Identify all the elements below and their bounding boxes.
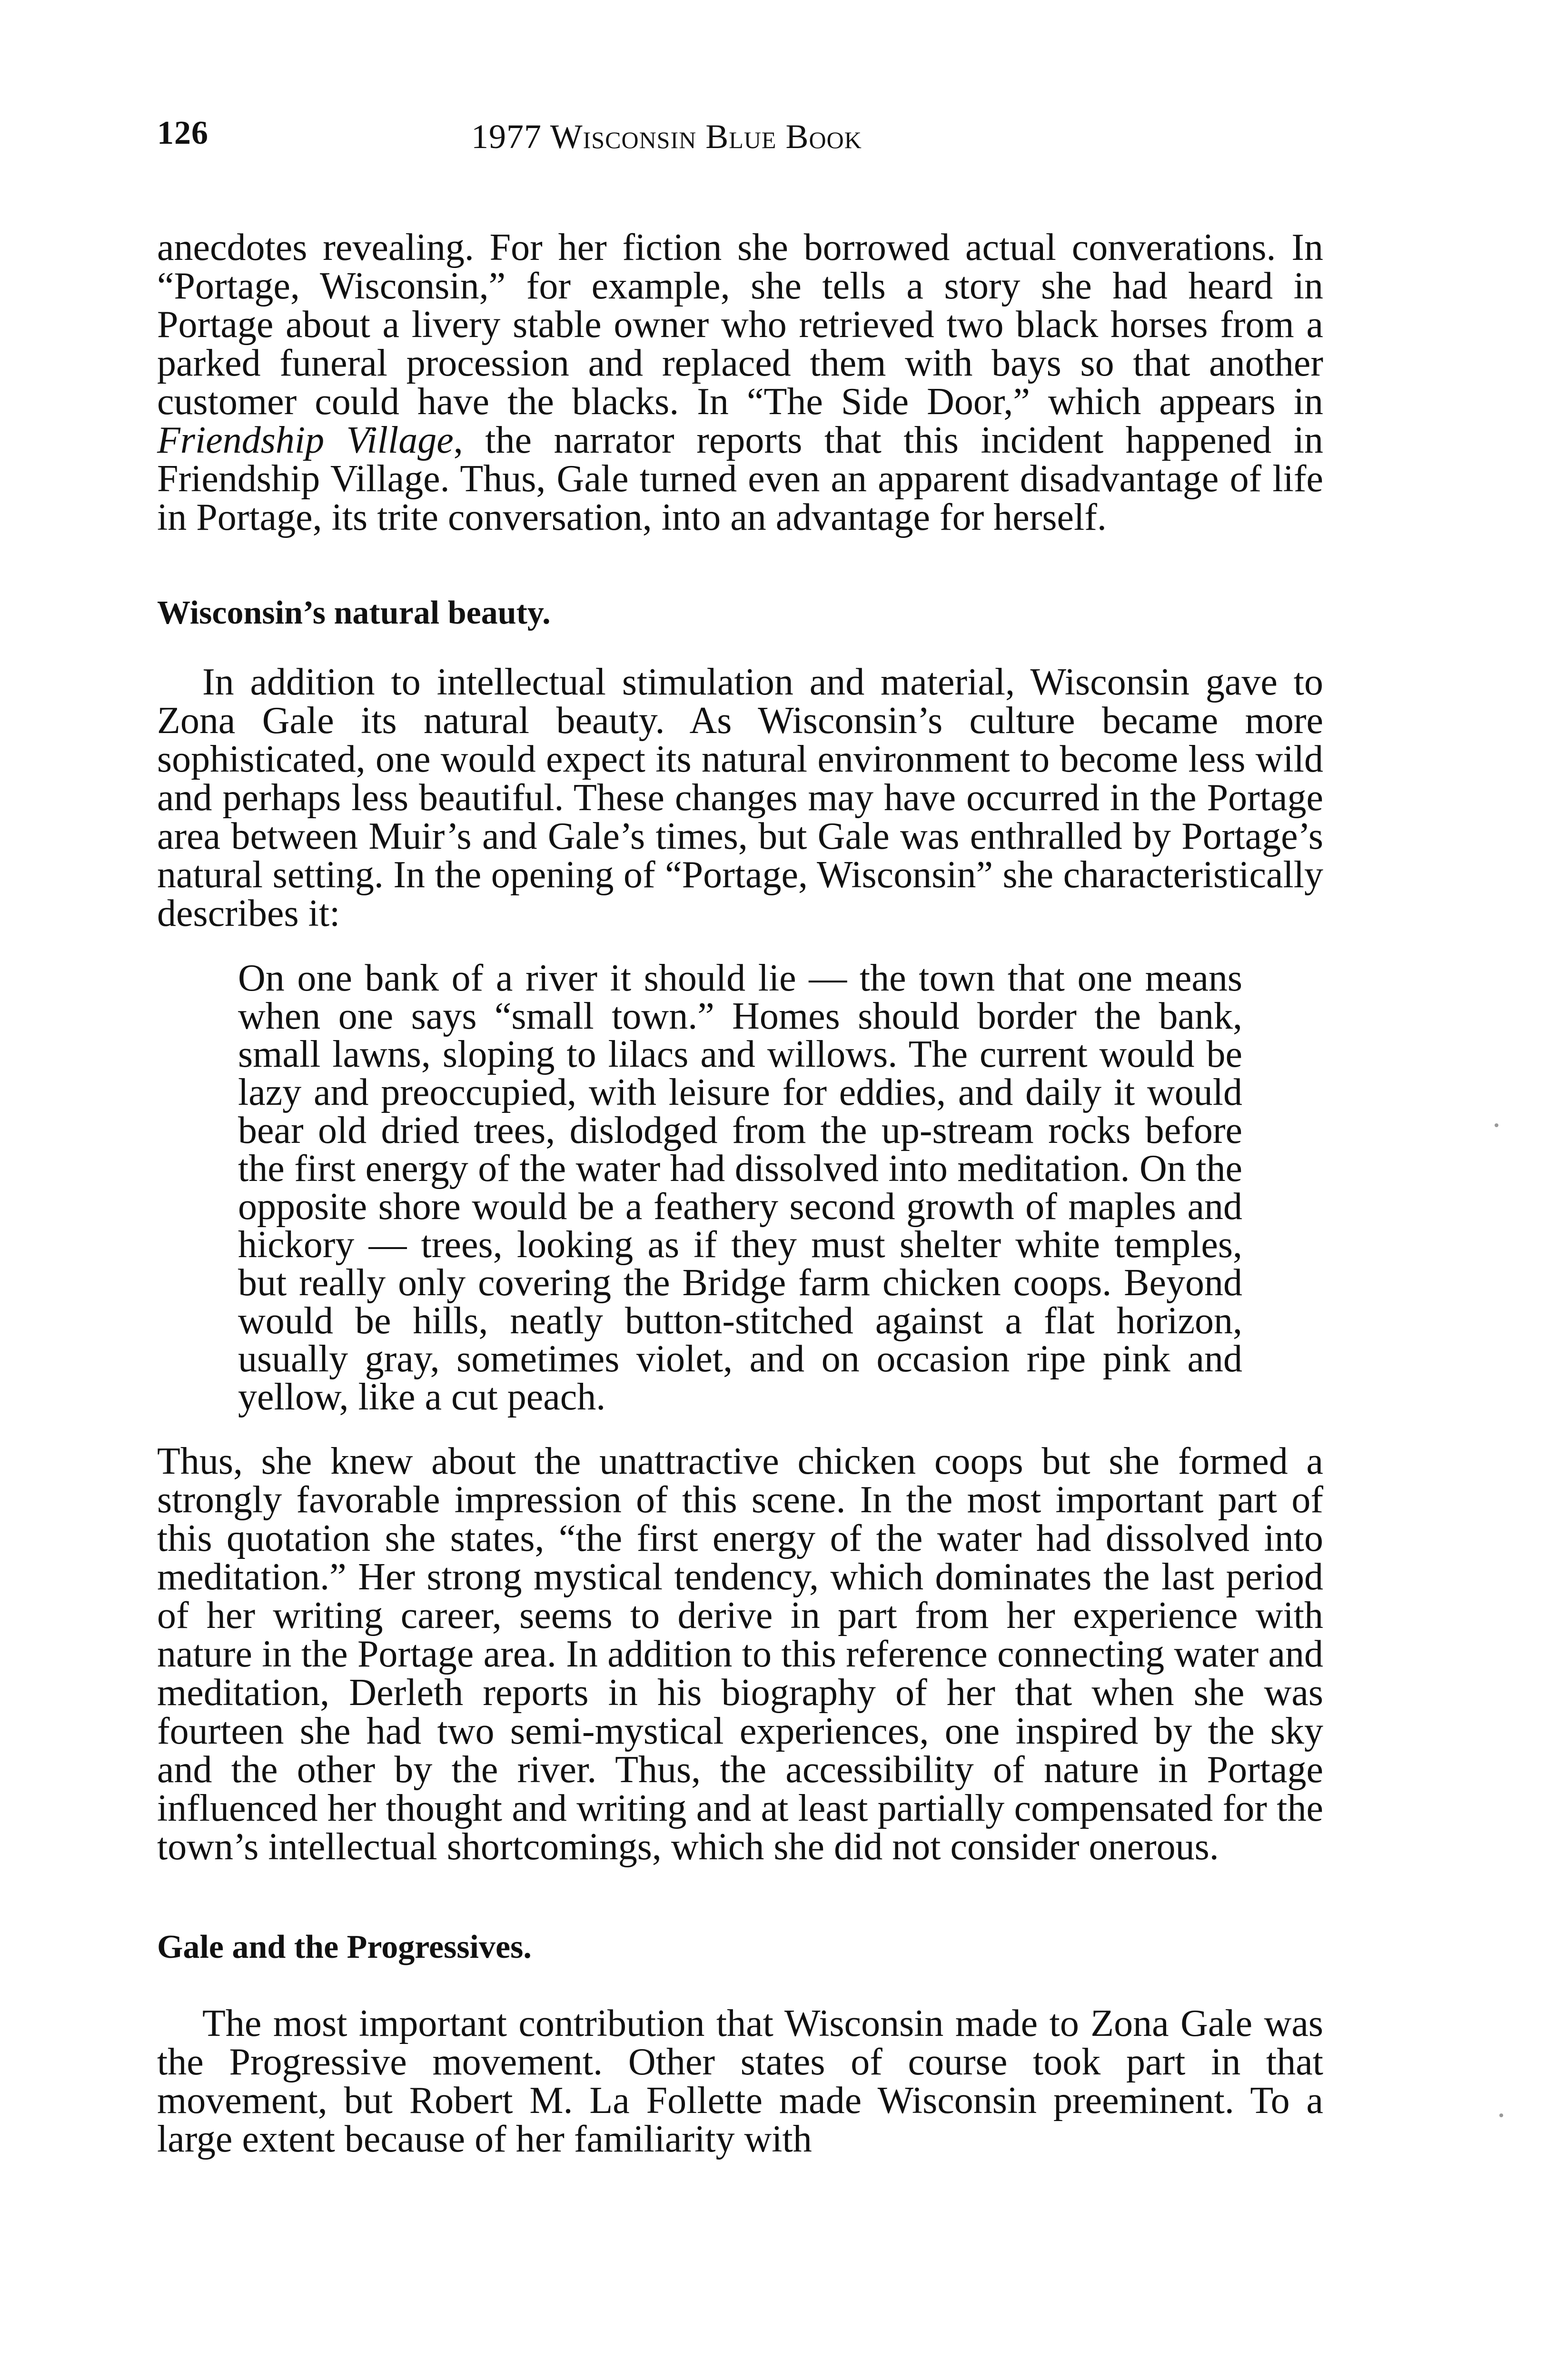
paragraph-gale-fiction bbox=[157, 228, 1323, 537]
page-header bbox=[157, 114, 1338, 162]
paragraph-mystical: Thus, she knew about the unattractive chicken coops but she formed a strongly favorable impression of this scene. In the most important part of this quotation she states, “the first energy of the water had dissolved into meditation.” Her strong mystical tendency, which dominates the last period of her writing career, seems to derive in part from her experience with nature in the Portage area. In addition to this reference connecting water and meditation, Derleth reports in his biography of her that when she was fourteen she had two semi-mystical experiences, one inspired by the sky and the other by the river. Thus, the accessibility of nature in Portage influenced her thought and writing and at least partially compensated for the town’s intellectual shortcomings, which she did not consider onerous. bbox=[157, 1440, 1323, 1868]
running-head: 1977 Wisconsin Blue Book bbox=[471, 118, 862, 156]
section-heading-progressives: Gale and the Progressives. bbox=[157, 1929, 532, 1965]
page-body bbox=[157, 228, 1323, 2159]
section-heading-natural-beauty: Wisconsin’s natural beauty. bbox=[157, 595, 551, 631]
page-number: 126 bbox=[157, 115, 208, 151]
paragraph-natural-beauty: In addition to intellectual stimulation and material, Wisconsin gave to Zona Gale its natural beauty. As Wisconsin’s culture became more sophisticated, one would expect its natural environment to become less wild and perhaps less beautiful. These changes may have occurred in the Portage area between Muir’s and Gale’s times, but Gale was enthralled by Portage’s natural setting. In the opening of “Portage, Wisconsin” she characteristically describes it: bbox=[157, 661, 1323, 934]
paragraph-progressives: The most important contribution that Wisconsin made to Zona Gale was the Progressive movement. Other states of course took part in that movement, but Robert M. La Follette made Wisconsin preeminent. To a large extent because of her familiarity with bbox=[157, 2003, 1323, 2160]
scan-speck bbox=[1499, 2113, 1503, 2117]
block-quote-text: On one bank of a river it should lie — the town that one means when one says “small town.” Homes should border the bank, small lawns, sloping to lilacs and willows. The current would be lazy and preoccupied, with leisure for eddies, and daily it would bear old dried trees, dislodged from the up-stream rocks before the first energy of the water had dissolved into meditation. On the opposite shore would be a feathery second growth of maples and hickory — trees, looking as if they must shelter white temples, but really only covering the Bridge farm chicken coops. Beyond would be hills, neatly button-stitched against a flat horizon, usually gray, sometimes violet, and on occasion ripe pink and yellow, like a cut peach. bbox=[238, 957, 1242, 1418]
scan-speck bbox=[1495, 1123, 1498, 1127]
book-title-italic: Friendship Village bbox=[157, 419, 454, 461]
block-quote bbox=[238, 959, 1242, 1416]
paragraph-text: anecdotes revealing. For her fiction she borrowed actual converations. In “Portage, Wisconsin,” for example, she tells a story she had heard in Portage about a livery stable owner who retrieved two black horses from a parked funeral procession and replaced them with bays so that another customer could have the blacks. In “The Side Door,” which appears in bbox=[157, 227, 1323, 423]
paragraph-text-end: , the narrator reports that this incident happened in Friendship Village. Thus, Gale turned even an apparent disadvantage of life in Portage, its trite conversation, into an advantage for herself. bbox=[157, 419, 1323, 538]
